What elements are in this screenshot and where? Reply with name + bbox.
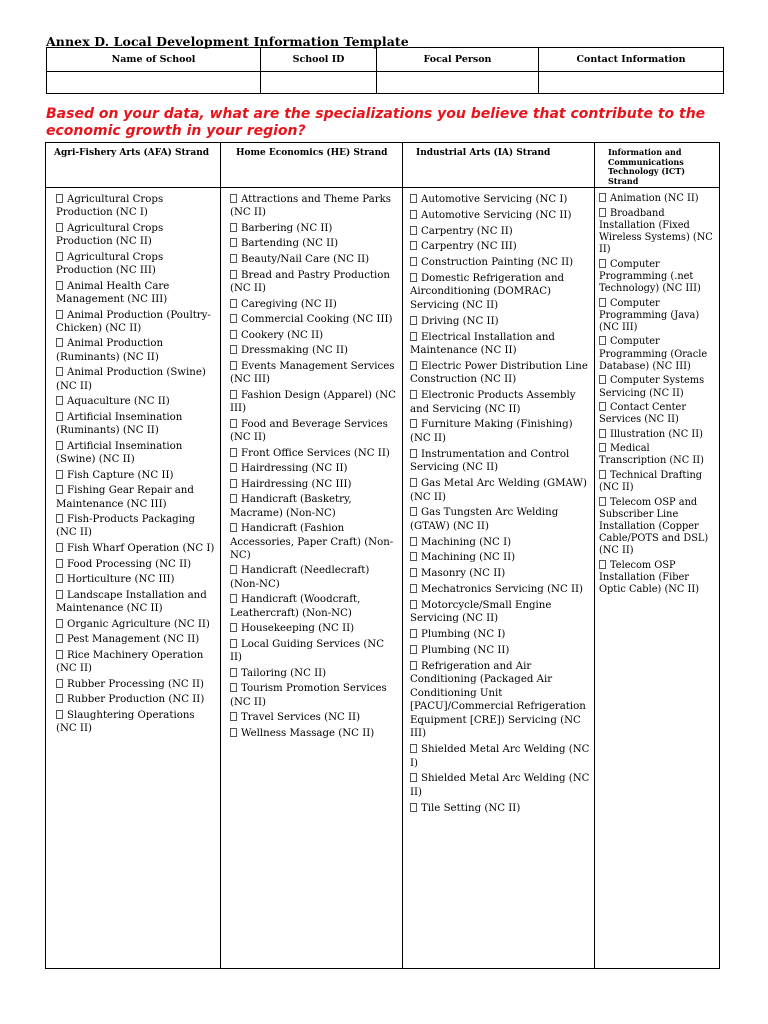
checkbox-icon[interactable] [599, 259, 606, 268]
specialization-option[interactable] [56, 395, 216, 408]
checkbox-icon[interactable] [410, 390, 417, 399]
specialization-option[interactable] [410, 743, 590, 770]
specialization-label: Telecom OSP Installation (Fiber Optic Cable) (NC II) [599, 559, 700, 596]
specialization-label: Medical Transcription (NC II) [599, 443, 704, 467]
checkbox-icon[interactable] [230, 448, 237, 457]
specialization-label: Animal Production (Swine) (NC II) [56, 367, 206, 392]
checkbox-icon[interactable] [410, 316, 417, 325]
specialization-label: Handicraft (Needlecraft) (Non-NC) [230, 565, 370, 590]
specialization-option[interactable] [56, 280, 216, 307]
specialization-option[interactable] [56, 337, 216, 364]
header-contact-information: Contact Information [539, 48, 724, 72]
checkbox-icon[interactable] [56, 441, 63, 450]
specialization-label: Computer Systems Servicing (NC II) [599, 375, 705, 399]
specialization-label: Cookery (NC II) [241, 329, 324, 341]
checkbox-icon[interactable] [410, 449, 417, 458]
checkbox-icon[interactable] [410, 194, 417, 203]
checkbox-icon[interactable] [230, 728, 237, 737]
specialization-label: Computer Programming (Java) (NC III) [599, 297, 700, 333]
specialization-option[interactable] [410, 802, 590, 816]
checkbox-icon[interactable] [56, 514, 63, 523]
afa-strand-header: Agri-Fishery Arts (AFA) Strand [54, 148, 210, 158]
specialization-option[interactable] [56, 542, 216, 555]
column-divider [220, 143, 221, 968]
checkbox-icon[interactable] [410, 257, 417, 266]
checkbox-icon[interactable] [410, 661, 417, 670]
specialization-option[interactable] [410, 583, 590, 597]
checkbox-icon[interactable] [56, 574, 63, 583]
specialization-option[interactable] [56, 366, 216, 393]
specialization-label: Fashion Design (Apparel) (NC III) [230, 389, 396, 415]
specialization-label: Animal Health Care Management (NC III) [56, 280, 170, 305]
specialization-label: Construction Painting (NC II) [421, 257, 574, 269]
checkbox-icon[interactable] [410, 537, 417, 546]
checkbox-icon[interactable] [56, 543, 63, 552]
specialization-label: Tourism Promotion Services (NC II) [230, 683, 387, 708]
checkbox-icon[interactable] [410, 226, 417, 235]
checkbox-icon[interactable] [56, 679, 63, 688]
checkbox-icon[interactable] [56, 590, 63, 599]
document-title: Annex D. Local Development Information Template [46, 34, 409, 49]
specialization-label: Organic Agriculture (NC II) [67, 618, 210, 630]
specialization-label: Mechatronics Servicing (NC II) [421, 584, 584, 596]
specialization-option[interactable] [230, 193, 398, 220]
specialization-label: Artificial Insemination (Ruminants) (NC II) [56, 411, 183, 437]
specialization-option[interactable] [230, 593, 398, 620]
checkbox-icon[interactable] [410, 773, 417, 782]
specialization-option[interactable] [230, 344, 398, 357]
specialization-option[interactable] [230, 360, 398, 387]
specialization-label: Hairdressing (NC II) [241, 463, 348, 475]
specialization-label: Rice Machinery Operation (NC II) [56, 649, 204, 675]
specialization-option[interactable] [230, 727, 398, 740]
afa-strand-list [56, 193, 216, 738]
header-school-id: School ID [261, 48, 377, 72]
specialization-option[interactable] [410, 331, 590, 358]
checkbox-icon[interactable] [599, 443, 606, 452]
checkbox-icon[interactable] [230, 238, 237, 247]
checkbox-icon[interactable] [410, 332, 417, 341]
specialization-label: Artificial Insemination (Swine) (NC II) [56, 440, 183, 466]
specialization-label: Animal Production (Ruminants) (NC II) [56, 338, 164, 363]
specialization-label: Driving (NC II) [421, 315, 499, 327]
specialization-label: Local Guiding Services (NC II) [230, 638, 385, 664]
specialization-option[interactable] [410, 360, 590, 387]
specialization-option[interactable] [230, 622, 398, 635]
checkbox-icon[interactable] [230, 419, 237, 428]
checkbox-icon[interactable] [56, 694, 63, 703]
specialization-option[interactable] [599, 298, 715, 335]
specialization-label: Agricultural Crops Production (NC I) [56, 194, 164, 219]
checkbox-icon[interactable] [599, 375, 606, 384]
specialization-label: Caregiving (NC II) [241, 298, 337, 310]
specialization-label: Technical Drafting (NC II) [599, 469, 703, 494]
specialization-label: Contact Center Services (NC II) [599, 402, 687, 426]
specialization-option[interactable] [599, 497, 715, 558]
specialization-label: Refrigeration and Air Conditioning (Packaged Air Conditioning Unit [PACU]/Commercial Refrigeration Equipment [CRE]) Servicing (NC III) [410, 660, 586, 740]
specialization-option[interactable] [410, 315, 590, 329]
specialization-option[interactable] [230, 667, 398, 680]
specialization-option[interactable] [230, 418, 398, 445]
checkbox-icon[interactable] [56, 470, 63, 479]
checkbox-icon[interactable] [56, 619, 63, 628]
school-info-table [46, 47, 724, 94]
checkbox-icon[interactable] [410, 419, 417, 428]
checkbox-icon[interactable] [410, 210, 417, 219]
specialization-label: Masonry (NC II) [421, 568, 506, 580]
checkbox-icon[interactable] [410, 507, 417, 516]
specialization-option[interactable] [56, 440, 216, 467]
specialization-label: Horticulture (NC III) [67, 574, 175, 586]
ict-strand-list [599, 193, 715, 599]
specialization-option[interactable] [599, 470, 715, 494]
checkbox-icon[interactable] [230, 523, 237, 532]
checkbox-icon[interactable] [56, 310, 63, 319]
checkbox-icon[interactable] [230, 712, 237, 721]
specialization-option[interactable] [410, 225, 590, 239]
checkbox-icon[interactable] [599, 560, 606, 569]
checkbox-icon[interactable] [599, 208, 606, 217]
specialization-option[interactable] [410, 506, 590, 533]
specialization-option[interactable] [410, 536, 590, 550]
specialization-option[interactable] [56, 484, 216, 511]
specialization-option[interactable] [230, 222, 398, 235]
checkbox-icon[interactable] [230, 623, 237, 632]
specialization-label: Handicraft (Woodcraft, Leathercraft) (Non-NC) [230, 594, 361, 619]
specialization-option[interactable] [230, 237, 398, 250]
specialization-label: Furniture Making (Finishing) (NC II) [410, 419, 573, 444]
checkbox-icon[interactable] [410, 744, 417, 753]
specialization-label: Front Office Services (NC II) [241, 447, 390, 459]
focal-person-field[interactable] [377, 72, 539, 94]
specialization-label: Machining (NC II) [421, 552, 516, 564]
checkbox-icon[interactable] [410, 552, 417, 561]
specialization-option[interactable] [56, 589, 216, 616]
checkbox-icon[interactable] [56, 559, 63, 568]
checkbox-icon[interactable] [230, 314, 237, 323]
specialization-label: Plumbing (NC I) [421, 629, 506, 641]
specialization-option[interactable] [410, 240, 590, 254]
specialization-option[interactable] [56, 649, 216, 676]
specialization-label: Shielded Metal Arc Welding (NC I) [410, 744, 590, 769]
specialization-option[interactable] [230, 447, 398, 460]
specialization-label: Fish Wharf Operation (NC I) [67, 542, 215, 554]
specialization-option[interactable] [56, 618, 216, 631]
question-prompt: Based on your data, what are the specializations you believe that contribute to the economic growth in your region? [46, 106, 706, 139]
header-focal-person: Focal Person [377, 48, 539, 72]
checkbox-icon[interactable] [230, 683, 237, 692]
specialization-option[interactable] [410, 477, 590, 504]
specialization-option[interactable] [230, 253, 398, 266]
specialization-label: Plumbing (NC II) [421, 644, 510, 656]
specialization-option[interactable] [410, 272, 590, 313]
specialization-label: Shielded Metal Arc Welding (NC II) [410, 773, 590, 798]
specialization-option[interactable] [410, 772, 590, 799]
specialization-label: Rubber Production (NC II) [67, 694, 205, 706]
checkbox-icon[interactable] [599, 336, 606, 345]
specialization-option[interactable] [410, 256, 590, 270]
checkbox-icon[interactable] [230, 270, 237, 279]
specialization-label: Travel Services (NC II) [241, 712, 361, 724]
specialization-label: Electric Power Distribution Line Construction (NC II) [410, 360, 588, 386]
specialization-option[interactable] [410, 660, 590, 741]
specialization-label: Food and Beverage Services (NC II) [230, 418, 388, 444]
specialization-option[interactable] [230, 493, 398, 520]
specialization-label: Gas Tungsten Arc Welding (GTAW) (NC II) [410, 507, 559, 532]
specialization-label: Bread and Pastry Production (NC II) [230, 269, 390, 294]
specialization-label: Computer Programming (Oracle Database) (NC III) [599, 336, 708, 372]
specialization-option[interactable] [410, 209, 590, 223]
specialization-option[interactable] [410, 599, 590, 626]
specialization-label: Agricultural Crops Production (NC III) [56, 251, 164, 277]
checkbox-icon[interactable] [230, 639, 237, 648]
checkbox-icon[interactable] [56, 412, 63, 421]
checkbox-icon[interactable] [599, 429, 606, 438]
specialization-option[interactable] [410, 628, 590, 642]
specialization-label: Automotive Servicing (NC I) [421, 194, 568, 205]
specialization-label: Broadband Installation (Fixed Wireless Systems) (NC II) [599, 207, 713, 256]
specialization-option[interactable] [230, 269, 398, 296]
specialization-label: Motorcycle/Small Engine Servicing (NC II) [410, 599, 552, 625]
checkbox-icon[interactable] [410, 478, 417, 487]
specialization-label: Illustration (NC II) [610, 428, 703, 440]
specialization-label: Computer Programming (.net Technology) (NC III) [599, 258, 701, 295]
header-divider [46, 187, 719, 188]
header-name-of-school: Name of School [47, 48, 261, 72]
ia-strand-header: Industrial Arts (IA) Strand [416, 148, 551, 158]
specialization-label: Fish Capture (NC II) [67, 469, 174, 481]
specialization-label: Bartending (NC II) [241, 238, 339, 250]
specialization-label: Tailoring (NC II) [241, 667, 327, 679]
specialization-option[interactable] [56, 573, 216, 586]
specialization-label: Tile Setting (NC II) [421, 802, 521, 814]
specialization-label: Pest Management (NC II) [67, 634, 200, 646]
checkbox-icon[interactable] [599, 193, 606, 202]
specialization-option[interactable] [56, 693, 216, 706]
specialization-option[interactable] [56, 709, 216, 736]
specialization-option[interactable] [599, 429, 715, 441]
column-divider [594, 143, 595, 968]
specialization-option[interactable] [599, 193, 715, 205]
ict-strand-header: Information and Communications Technology (ICT) Strand [608, 147, 685, 186]
specialization-label: Slaughtering Operations (NC II) [56, 709, 195, 735]
specialization-option[interactable] [56, 513, 216, 540]
specialization-option[interactable] [599, 208, 715, 257]
specialization-option[interactable] [56, 633, 216, 646]
specialization-label: Rubber Processing (NC II) [67, 678, 204, 690]
checkbox-icon[interactable] [410, 803, 417, 812]
checkbox-icon[interactable] [599, 470, 606, 479]
contact-information-field[interactable] [539, 72, 724, 94]
specialization-option[interactable] [230, 329, 398, 342]
specialization-option[interactable] [599, 336, 715, 373]
specialization-option[interactable] [599, 443, 715, 467]
checkbox-icon[interactable] [56, 710, 63, 719]
specialization-option[interactable] [56, 469, 216, 482]
checkbox-icon[interactable] [410, 361, 417, 370]
checkbox-icon[interactable] [410, 629, 417, 638]
specialization-label: Machining (NC I) [421, 536, 512, 548]
specialization-label: Carpentry (NC II) [421, 225, 513, 237]
specialization-label: Animal Production (Poultry-Chicken) (NC II) [56, 309, 211, 334]
specialization-label: Handicraft (Basketry, Macrame) (Non-NC) [230, 494, 352, 519]
specialization-label: Electronic Products Assembly and Servicing (NC II) [410, 390, 576, 415]
specialization-label: Commercial Cooking (NC III) [241, 314, 393, 326]
checkbox-icon[interactable] [230, 668, 237, 677]
checkbox-icon[interactable] [56, 194, 63, 203]
checkbox-icon[interactable] [230, 345, 237, 354]
specialization-option[interactable] [56, 251, 216, 278]
checkbox-icon[interactable] [410, 568, 417, 577]
ia-strand-list [410, 193, 590, 817]
specialization-label: Agricultural Crops Production (NC II) [56, 222, 164, 248]
specialization-option[interactable] [410, 644, 590, 658]
specialization-label: Food Processing (NC II) [67, 558, 192, 570]
checkbox-icon[interactable] [410, 273, 417, 282]
specializations-table [45, 142, 720, 969]
checkbox-icon[interactable] [599, 402, 606, 411]
specialization-label: Hairdressing (NC III) [241, 478, 352, 490]
specialization-option[interactable] [56, 309, 216, 336]
specialization-option[interactable] [230, 389, 398, 416]
specialization-label: Fishing Gear Repair and Maintenance (NC III) [56, 485, 194, 510]
specialization-label: Animation (NC II) [610, 193, 699, 204]
specialization-option[interactable] [230, 638, 398, 665]
he-strand-list [230, 193, 398, 742]
specialization-label: Electrical Installation and Maintenance (NC II) [410, 331, 555, 357]
specialization-option[interactable] [599, 375, 715, 399]
checkbox-icon[interactable] [56, 223, 63, 232]
checkbox-icon[interactable] [230, 565, 237, 574]
specialization-option[interactable] [410, 551, 590, 565]
specialization-option[interactable] [410, 448, 590, 475]
checkbox-icon[interactable] [410, 584, 417, 593]
specialization-label: Beauty/Nail Care (NC II) [241, 254, 370, 266]
specialization-option[interactable] [410, 389, 590, 416]
specialization-option[interactable] [230, 462, 398, 475]
specialization-label: Landscape Installation and Maintenance (NC II) [56, 589, 207, 615]
specialization-option[interactable] [410, 193, 590, 207]
specialization-label: Carpentry (NC III) [421, 241, 517, 253]
name-of-school-field[interactable] [47, 72, 261, 94]
specialization-option[interactable] [599, 402, 715, 426]
checkbox-icon[interactable] [230, 254, 237, 263]
specialization-option[interactable] [56, 678, 216, 691]
specialization-option[interactable] [599, 259, 715, 296]
specialization-label: Domestic Refrigeration and Airconditioning (DOMRAC) Servicing (NC II) [410, 272, 565, 311]
specialization-label: Handicraft (Fashion Accessories, Paper Craft) (Non-NC) [230, 523, 394, 561]
checkbox-icon[interactable] [56, 252, 63, 261]
he-strand-header: Home Economics (HE) Strand [236, 148, 388, 158]
specialization-option[interactable] [56, 222, 216, 249]
checkbox-icon[interactable] [230, 390, 237, 399]
specialization-option[interactable] [56, 558, 216, 571]
checkbox-icon[interactable] [230, 463, 237, 472]
specialization-label: Housekeeping (NC II) [241, 623, 355, 635]
checkbox-icon[interactable] [56, 338, 63, 347]
specialization-label: Barbering (NC II) [241, 222, 333, 234]
specialization-label: Wellness Massage (NC II) [241, 727, 375, 739]
specialization-option[interactable] [230, 564, 398, 591]
specialization-label: Events Management Services (NC III) [230, 360, 395, 386]
specialization-option[interactable] [230, 682, 398, 709]
checkbox-icon[interactable] [56, 485, 63, 494]
checkbox-icon[interactable] [56, 367, 63, 376]
checkbox-icon[interactable] [230, 594, 237, 603]
specialization-label: Dressmaking (NC II) [241, 345, 348, 357]
checkbox-icon[interactable] [599, 298, 606, 307]
specialization-option[interactable] [230, 522, 398, 562]
specialization-label: Instrumentation and Control Servicing (NC II) [410, 448, 570, 474]
specialization-option[interactable] [599, 560, 715, 597]
school-id-field[interactable] [261, 72, 377, 94]
specialization-label: Attractions and Theme Parks (NC II) [230, 194, 391, 219]
checkbox-icon[interactable] [230, 330, 237, 339]
specialization-option[interactable] [56, 411, 216, 438]
checkbox-icon[interactable] [230, 494, 237, 503]
checkbox-icon[interactable] [56, 650, 63, 659]
specialization-option[interactable] [230, 478, 398, 491]
checkbox-icon[interactable] [410, 645, 417, 654]
checkbox-icon[interactable] [599, 497, 606, 506]
specialization-option[interactable] [56, 193, 216, 220]
specialization-label: Fish-Products Packaging (NC II) [56, 514, 196, 539]
checkbox-icon[interactable] [56, 281, 63, 290]
checkbox-icon[interactable] [410, 600, 417, 609]
specialization-option[interactable] [410, 418, 590, 445]
specialization-label: Aquaculture (NC II) [67, 396, 170, 408]
column-divider [402, 143, 403, 968]
specialization-option[interactable] [230, 313, 398, 326]
checkbox-icon[interactable] [230, 479, 237, 488]
checkbox-icon[interactable] [230, 194, 237, 203]
checkbox-icon[interactable] [230, 223, 237, 232]
specialization-label: Automotive Servicing (NC II) [421, 209, 572, 221]
checkbox-icon[interactable] [56, 396, 63, 405]
specialization-option[interactable] [230, 711, 398, 724]
checkbox-icon[interactable] [230, 361, 237, 370]
checkbox-icon[interactable] [56, 634, 63, 643]
specialization-label: Gas Metal Arc Welding (GMAW) (NC II) [410, 478, 587, 503]
specialization-option[interactable] [410, 567, 590, 581]
specialization-option[interactable] [230, 298, 398, 311]
checkbox-icon[interactable] [410, 241, 417, 250]
specialization-label: Telecom OSP and Subscriber Line Installation (Copper Cable/POTS and DSL) (NC II) [599, 496, 709, 557]
checkbox-icon[interactable] [230, 299, 237, 308]
